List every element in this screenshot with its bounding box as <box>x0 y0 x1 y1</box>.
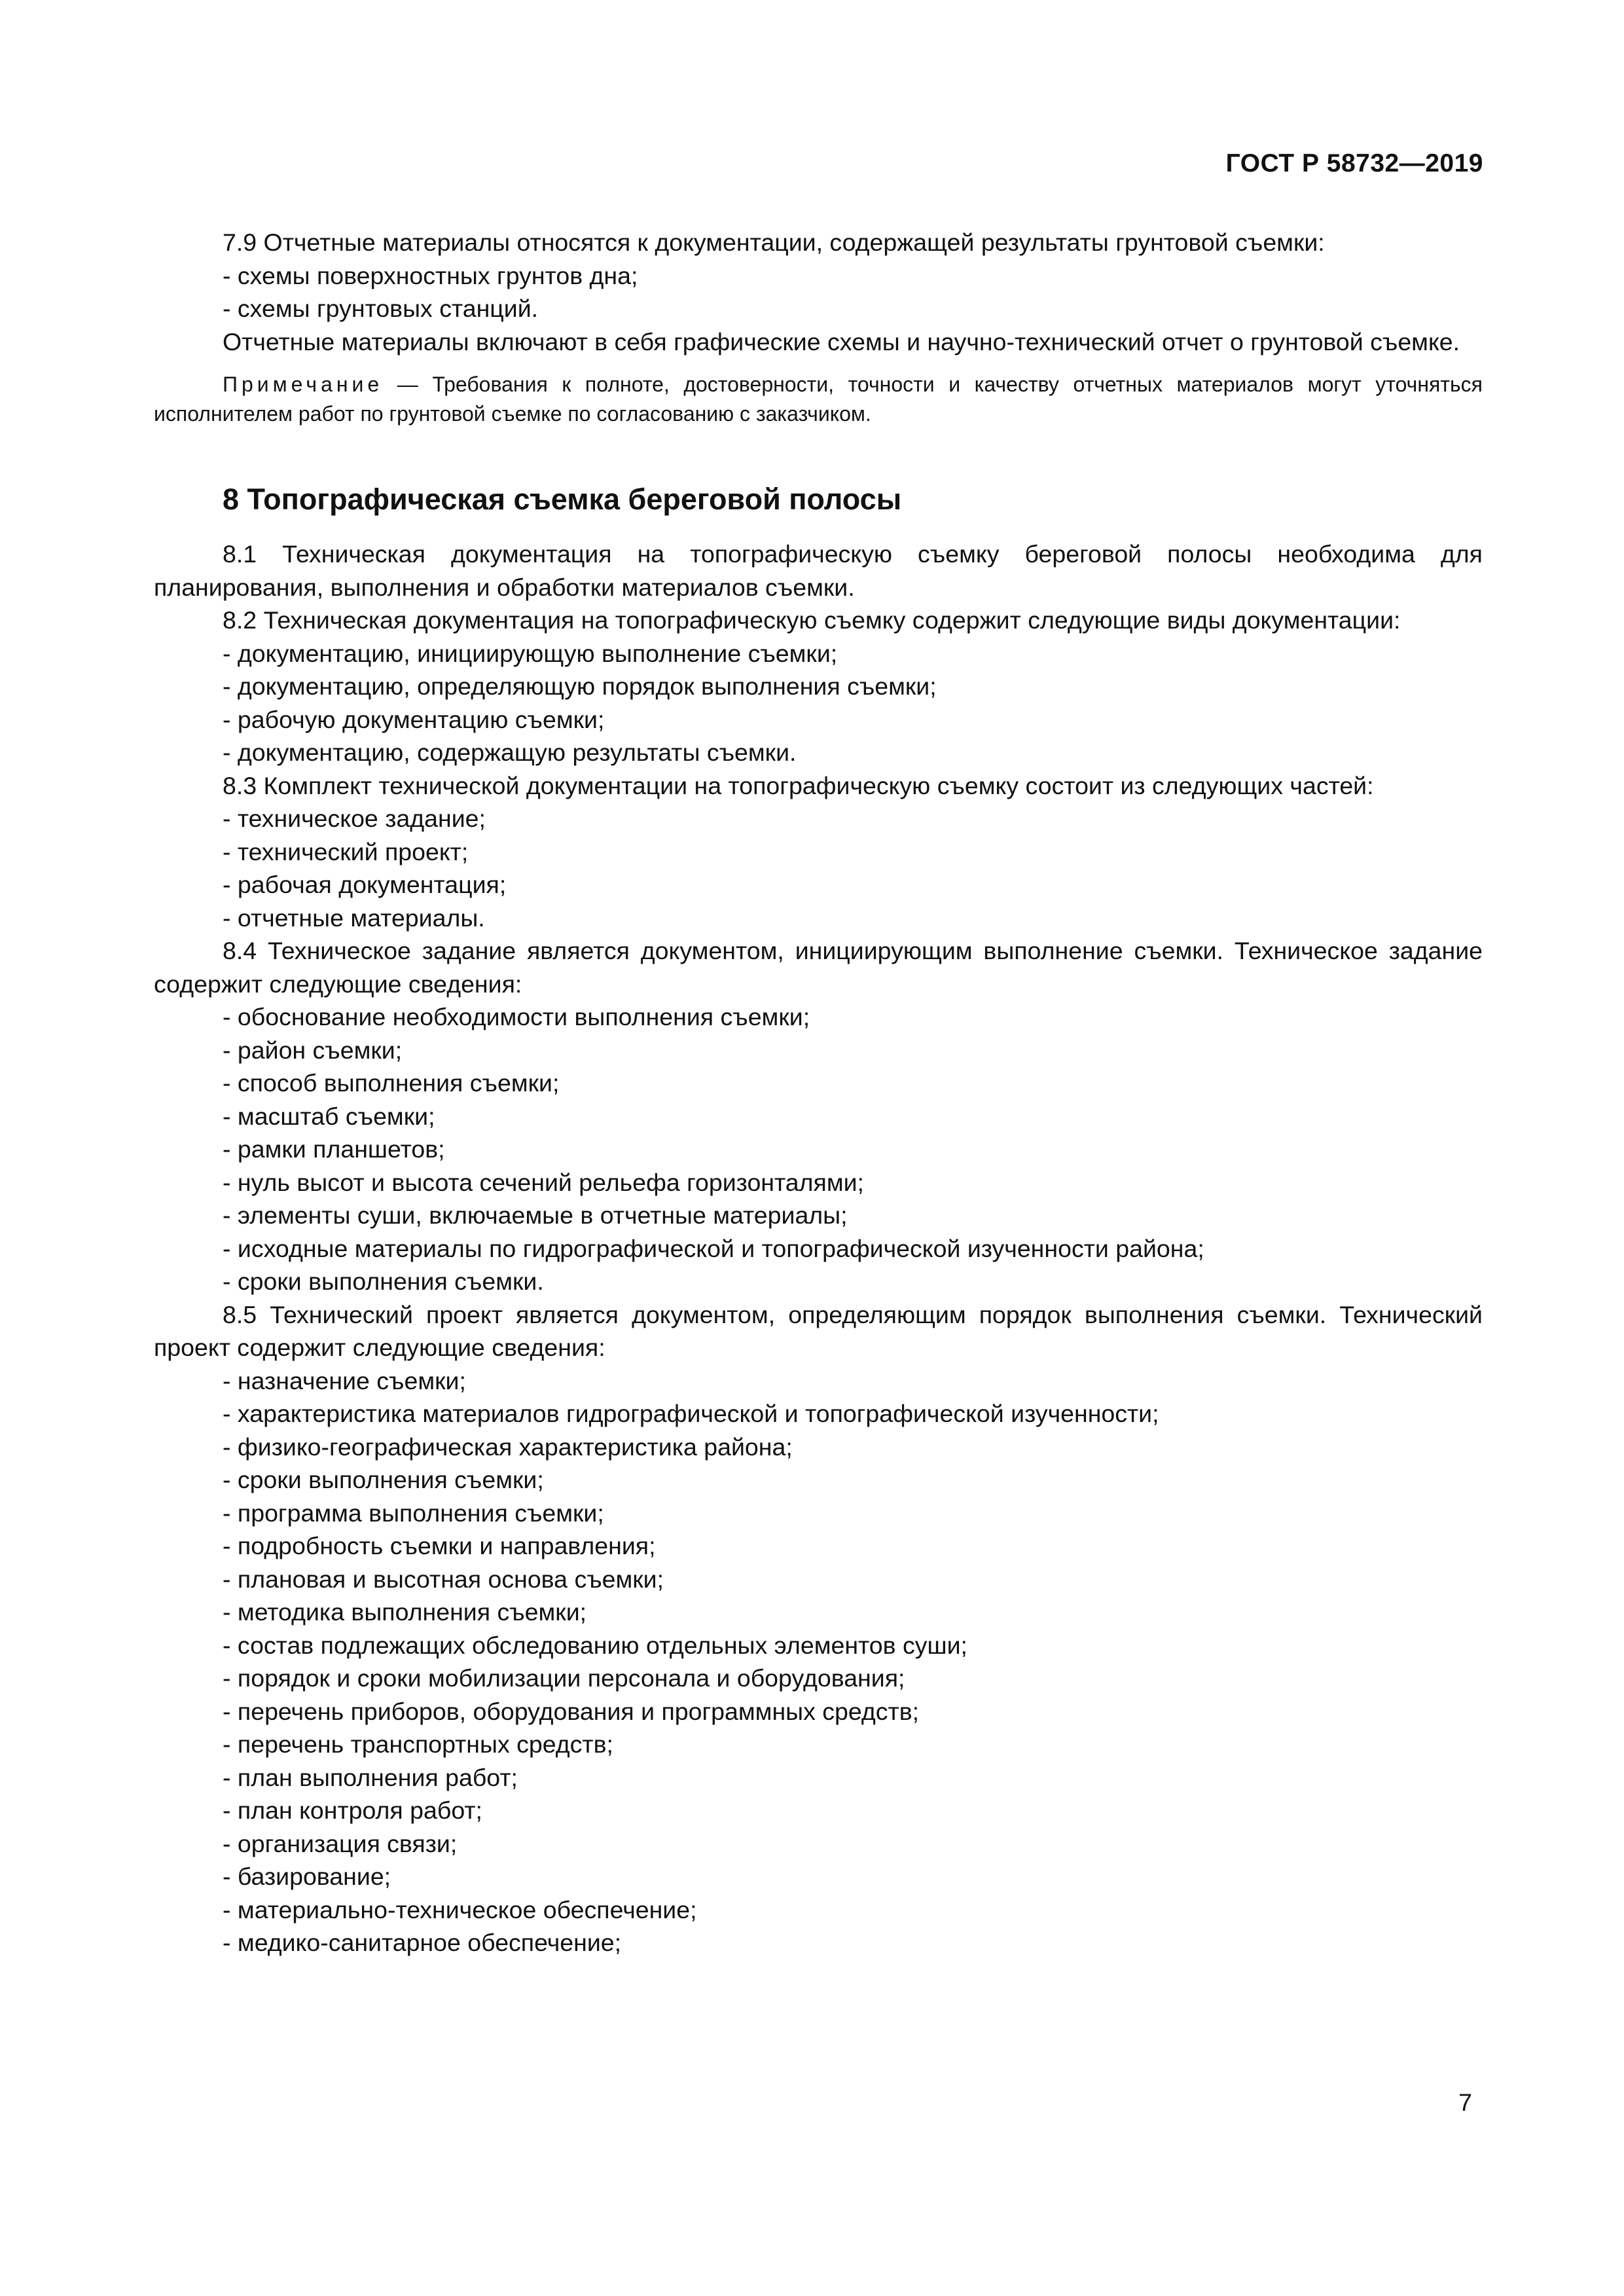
document-header-code: ГОСТ Р 58732—2019 <box>1225 149 1483 177</box>
list-8-5 <box>154 1364 1483 1959</box>
list-item: - характеристика материалов гидрографической и топографической изученности; <box>223 1400 1159 1427</box>
note-text: — Требования к полноте, достоверности, точности и качеству отчетных материалов могут уточняться исполнителем работ по грунтовой съемке по согласованию с заказчиком. <box>154 373 1483 426</box>
list-item: - физико-географическая характеристика района; <box>223 1432 793 1461</box>
list-item: - базирование; <box>223 1863 391 1890</box>
list-item: - документацию, определяющую порядок выполнения съемки; <box>223 672 937 700</box>
list-item: - назначение съемки; <box>223 1366 466 1394</box>
list-item: - материально-техническое обеспечение; <box>223 1895 697 1923</box>
list-item: - схемы грунтовых станций. <box>223 295 539 322</box>
list-item: - рабочую документацию съемки; <box>223 705 605 733</box>
list-item: - способ выполнения съемки; <box>223 1069 560 1097</box>
paragraph-8-5: 8.5 Технический проект является документом, определяющим порядок выполнения съемки. Технический проект содержит следующие сведения: <box>154 1300 1483 1361</box>
list-item: - план контроля работ; <box>223 1796 482 1824</box>
list-item: - сроки выполнения съемки; <box>223 1466 544 1493</box>
paragraph-7-9-after: Отчетные материалы включают в себя графические схемы и научно-технический отчет о грунтовой съемке. <box>223 327 1460 355</box>
list-item: - состав подлежащих обследованию отдельных элементов суши; <box>223 1631 967 1659</box>
list-item: - схемы поверхностных грунтов дна; <box>223 261 638 289</box>
note <box>154 370 1483 429</box>
list-item: - технический проект; <box>223 837 469 866</box>
list-item: - плановая и высотная основа съемки; <box>223 1565 664 1593</box>
paragraph-8-3: 8.3 Комплект технической документации на топографическую съемку состоит из следующих частей: <box>223 771 1374 799</box>
paragraph-8-4: 8.4 Техническое задание является документом, инициирующим выполнение съемки. Техническое задание содержит следующие сведения: <box>154 937 1483 998</box>
list-8-3 <box>154 802 1483 934</box>
list-item: - сроки выполнения съемки. <box>223 1267 544 1295</box>
list-item: - нуль высот и высота сечений рельефа горизонталями; <box>223 1168 864 1196</box>
list-8-2 <box>154 637 1483 769</box>
list-item: - район съемки; <box>223 1036 403 1064</box>
list-item: - медико-санитарное обеспечение; <box>223 1929 622 1956</box>
section-8-title: 8 Топографическая съемка береговой полосы <box>223 483 902 516</box>
list-7-9 <box>154 259 1483 325</box>
list-item: - отчетные материалы. <box>223 903 485 932</box>
list-item: - порядок и сроки мобилизации персонала и оборудования; <box>223 1664 905 1692</box>
list-item: - перечень приборов, оборудования и программных средств; <box>223 1697 920 1725</box>
document-body <box>154 226 1483 1959</box>
paragraph-8-2: 8.2 Техническая документация на топографическую съемку содержит следующие виды документации: <box>223 606 1401 634</box>
note-label: Примечание <box>223 373 384 396</box>
list-item: - программа выполнения съемки; <box>223 1499 604 1527</box>
list-8-4 <box>154 1000 1483 1298</box>
list-item: - рамки планшетов; <box>223 1135 445 1163</box>
list-item: - перечень транспортных средств; <box>223 1730 613 1758</box>
list-item: - организация связи; <box>223 1829 458 1857</box>
list-item: - обоснование необходимости выполнения съемки; <box>223 1003 810 1030</box>
list-item: - документацию, инициирующую выполнение съемки; <box>223 639 838 667</box>
paragraph-7-9: 7.9 Отчетные материалы относятся к документации, содержащей результаты грунтовой съемки: <box>223 228 1325 256</box>
list-item: - исходные материалы по гидрографической и топографической изученности района; <box>223 1234 1204 1262</box>
list-item: - техническое задание; <box>223 805 486 832</box>
list-item: - подробность съемки и направления; <box>223 1532 656 1559</box>
paragraph-8-1: 8.1 Техническая документация на топографическую съемку береговой полосы необходима для планирования, выполнения и обработки материалов съемки. <box>154 540 1483 601</box>
list-item: - элементы суши, включаемые в отчетные материалы; <box>223 1201 848 1229</box>
list-item: - документацию, содержащую результаты съемки. <box>223 738 797 766</box>
list-item: - масштаб съемки; <box>223 1102 435 1130</box>
page-number: 7 <box>1458 2088 1472 2116</box>
list-item: - план выполнения работ; <box>223 1763 518 1791</box>
list-item: - рабочая документация; <box>223 871 507 898</box>
list-item: - методика выполнения съемки; <box>223 1598 587 1626</box>
